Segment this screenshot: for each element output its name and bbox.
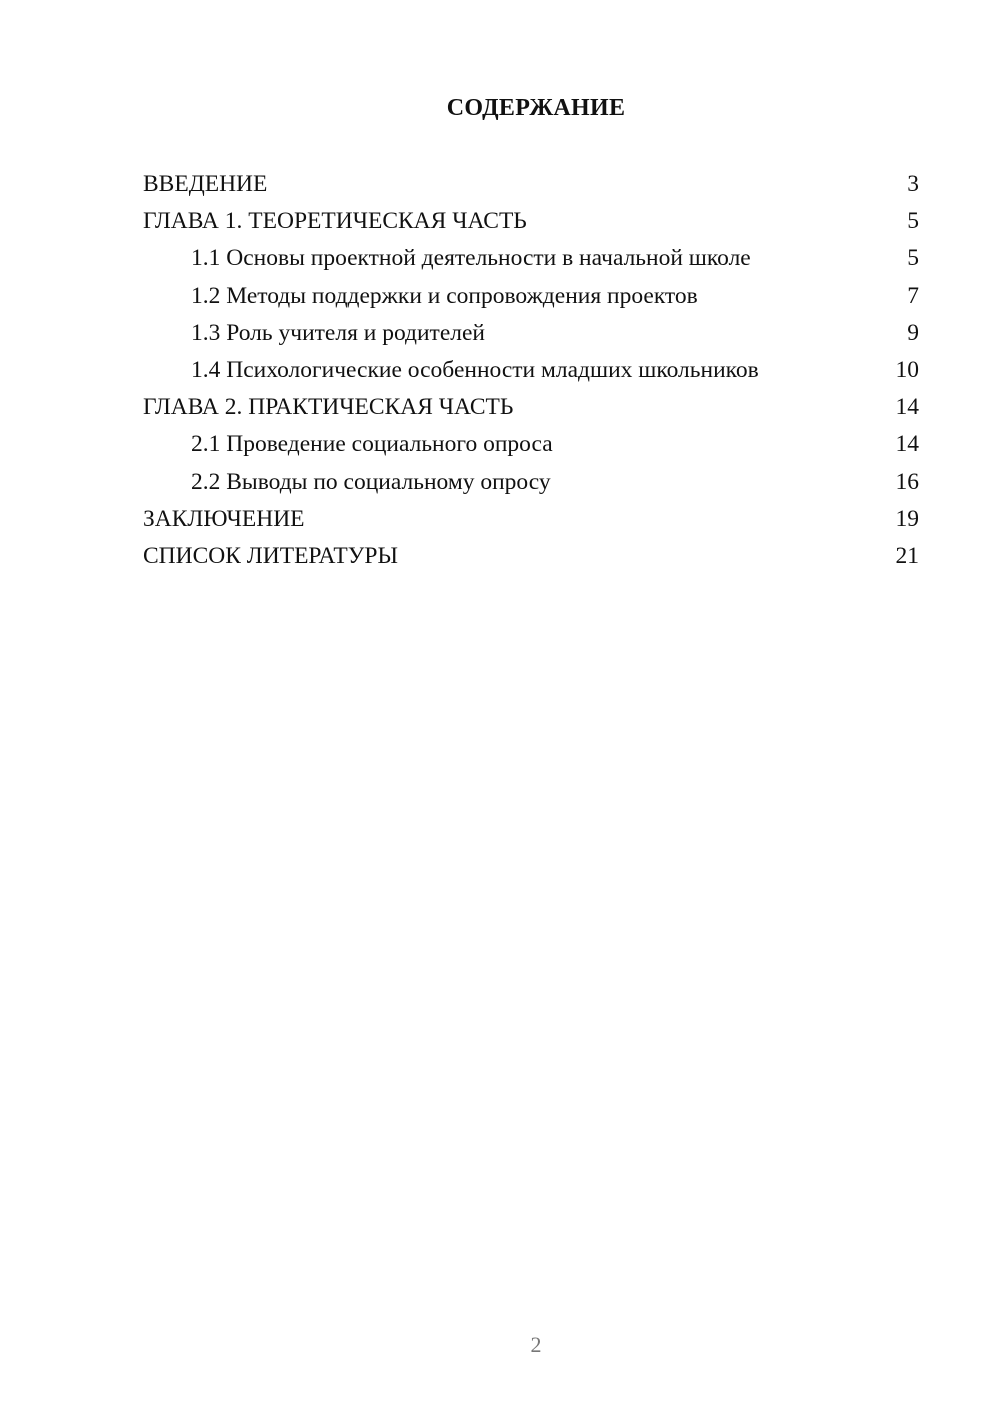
toc-entry[interactable] <box>143 501 919 538</box>
toc-entry-title: 1.1 Основы проектной деятельности в начальной школе <box>191 245 751 272</box>
toc-entry-page: 5 <box>907 208 919 235</box>
toc-entry[interactable] <box>143 538 919 575</box>
toc-subentry[interactable] <box>143 240 919 277</box>
toc-entry-page: 19 <box>895 505 919 532</box>
toc-entry-page: 16 <box>895 468 919 495</box>
toc-entry[interactable] <box>143 389 919 426</box>
table-of-contents <box>143 166 919 575</box>
toc-entry-page: 9 <box>907 319 919 346</box>
toc-entry-title: 2.2 Выводы по социальному опросу <box>191 468 551 495</box>
toc-entry-page: 10 <box>895 356 919 383</box>
toc-entry-title: ВВЕДЕНИЕ <box>143 171 268 197</box>
page-title: СОДЕРЖАНИЕ <box>446 95 626 121</box>
page-number: 2 <box>530 1332 542 1357</box>
toc-entry-page: 14 <box>895 394 919 421</box>
toc-entry-title: ЗАКЛЮЧЕНИЕ <box>143 505 305 532</box>
toc-entry-page: 3 <box>907 171 919 197</box>
toc-entry-title: ГЛАВА 2. ПРАКТИЧЕСКАЯ ЧАСТЬ <box>143 394 514 421</box>
toc-subentry[interactable] <box>143 352 919 389</box>
toc-entry[interactable] <box>143 166 919 203</box>
toc-entry-title: 2.1 Проведение социального опроса <box>191 431 553 458</box>
toc-entry-page: 7 <box>907 282 919 309</box>
toc-entry-page: 21 <box>895 542 919 569</box>
toc-entry-title: 1.2 Методы поддержки и сопровождения проектов <box>191 282 698 309</box>
toc-subentry[interactable] <box>143 426 919 463</box>
toc-entry-title: ГЛАВА 1. ТЕОРЕТИЧЕСКАЯ ЧАСТЬ <box>143 208 527 235</box>
toc-subentry[interactable] <box>143 315 919 352</box>
toc-entry-title: 1.3 Роль учителя и родителей <box>191 319 485 346</box>
toc-entry-title: СПИСОК ЛИТЕРАТУРЫ <box>143 542 398 569</box>
toc-subentry[interactable] <box>143 464 919 501</box>
toc-entry-title: 1.4 Психологические особенности младших школьников <box>191 356 759 383</box>
toc-subentry[interactable] <box>143 278 919 315</box>
toc-entry-page: 14 <box>895 431 919 458</box>
toc-entry[interactable] <box>143 203 919 240</box>
toc-entry-page: 5 <box>907 245 919 272</box>
